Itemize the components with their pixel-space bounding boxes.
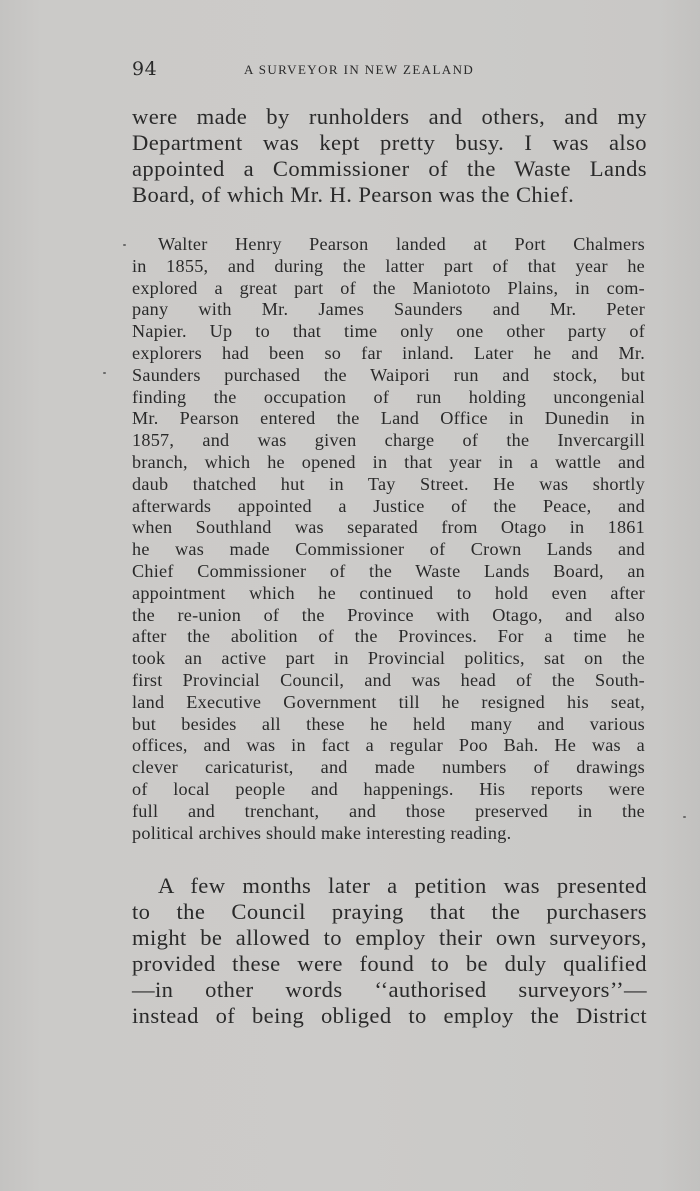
- text-line: A few months later a petition was presented: [158, 873, 647, 898]
- margin-speck: [103, 372, 106, 374]
- body-paragraph-2: [132, 873, 647, 1029]
- text-line: first Provincial Council, and was head of the South-: [132, 669, 645, 690]
- text-line: after the abolition of the Provinces. For a time he: [132, 626, 645, 647]
- text-line: took an active part in Provincial politics, sat on the: [132, 648, 645, 669]
- text-line: full and trenchant, and those preserved in the: [132, 800, 645, 821]
- text-line: might be allowed to employ their own surveyors,: [132, 925, 647, 950]
- text-line: were made by runholders and others, and my: [132, 104, 647, 129]
- text-line: but besides all these he held many and various: [132, 713, 645, 734]
- text-line: explorers had been so far inland. Later he and Mr.: [132, 342, 645, 363]
- text-line: appointed a Commissioner of the Waste Lands: [132, 156, 647, 181]
- text-line: political archives should make interesting reading.: [132, 822, 512, 843]
- page-number: 94: [132, 58, 158, 80]
- text-line: clever caricaturist, and made numbers of drawings: [132, 757, 645, 778]
- text-line: he was made Commissioner of Crown Lands and: [132, 539, 645, 560]
- text-line: daub thatched hut in Tay Street. He was shortly: [132, 473, 645, 494]
- margin-speck: [683, 816, 686, 818]
- text-line: explored a great part of the Maniototo Plains, in com-: [132, 277, 645, 298]
- footnote-paragraph: [132, 234, 645, 844]
- text-line: finding the occupation of run holding uncongenial: [132, 386, 645, 407]
- text-line: of local people and happenings. His reports were: [132, 778, 645, 799]
- running-head: [132, 58, 647, 86]
- text-line: —in other words ‘‘authorised surveyors’’—: [132, 977, 647, 1002]
- running-title: A SURVEYOR IN NEW ZEALAND: [244, 62, 475, 77]
- text-line: Walter Henry Pearson landed at Port Chalmers: [158, 234, 645, 254]
- text-line: branch, which he opened in that year in a wattle and: [132, 451, 645, 472]
- margin-speck: [123, 244, 126, 246]
- text-line: appointment which he continued to hold even after: [132, 582, 645, 603]
- body-paragraph-1: [132, 104, 647, 208]
- text-line: afterwards appointed a Justice of the Peace, and: [132, 495, 645, 516]
- text-line: Department was kept pretty busy. I was also: [132, 130, 647, 155]
- text-line: Saunders purchased the Waipori run and stock, but: [132, 364, 645, 385]
- text-line: Mr. Pearson entered the Land Office in Dunedin in: [132, 408, 645, 429]
- text-line: to the Council praying that the purchasers: [132, 899, 647, 924]
- text-line: Board, of which Mr. H. Pearson was the Chief.: [132, 182, 575, 207]
- text-line: 1857, and was given charge of the Invercargill: [132, 430, 645, 451]
- text-line: when Southland was separated from Otago in 1861: [132, 517, 645, 538]
- text-line: instead of being obliged to employ the District: [132, 1003, 647, 1028]
- text-line: pany with Mr. James Saunders and Mr. Peter: [132, 299, 645, 320]
- text-line: the re-union of the Province with Otago, and also: [132, 604, 645, 625]
- text-line: offices, and was in fact a regular Poo Bah. He was a: [132, 735, 645, 756]
- text-line: Napier. Up to that time only one other party of: [132, 321, 645, 342]
- text-line: Chief Commissioner of the Waste Lands Board, an: [132, 560, 645, 581]
- text-line: land Executive Government till he resigned his seat,: [132, 691, 645, 712]
- text-line: in 1855, and during the latter part of that year he: [132, 255, 645, 276]
- text-line: provided these were found to be duly qualified: [132, 951, 647, 976]
